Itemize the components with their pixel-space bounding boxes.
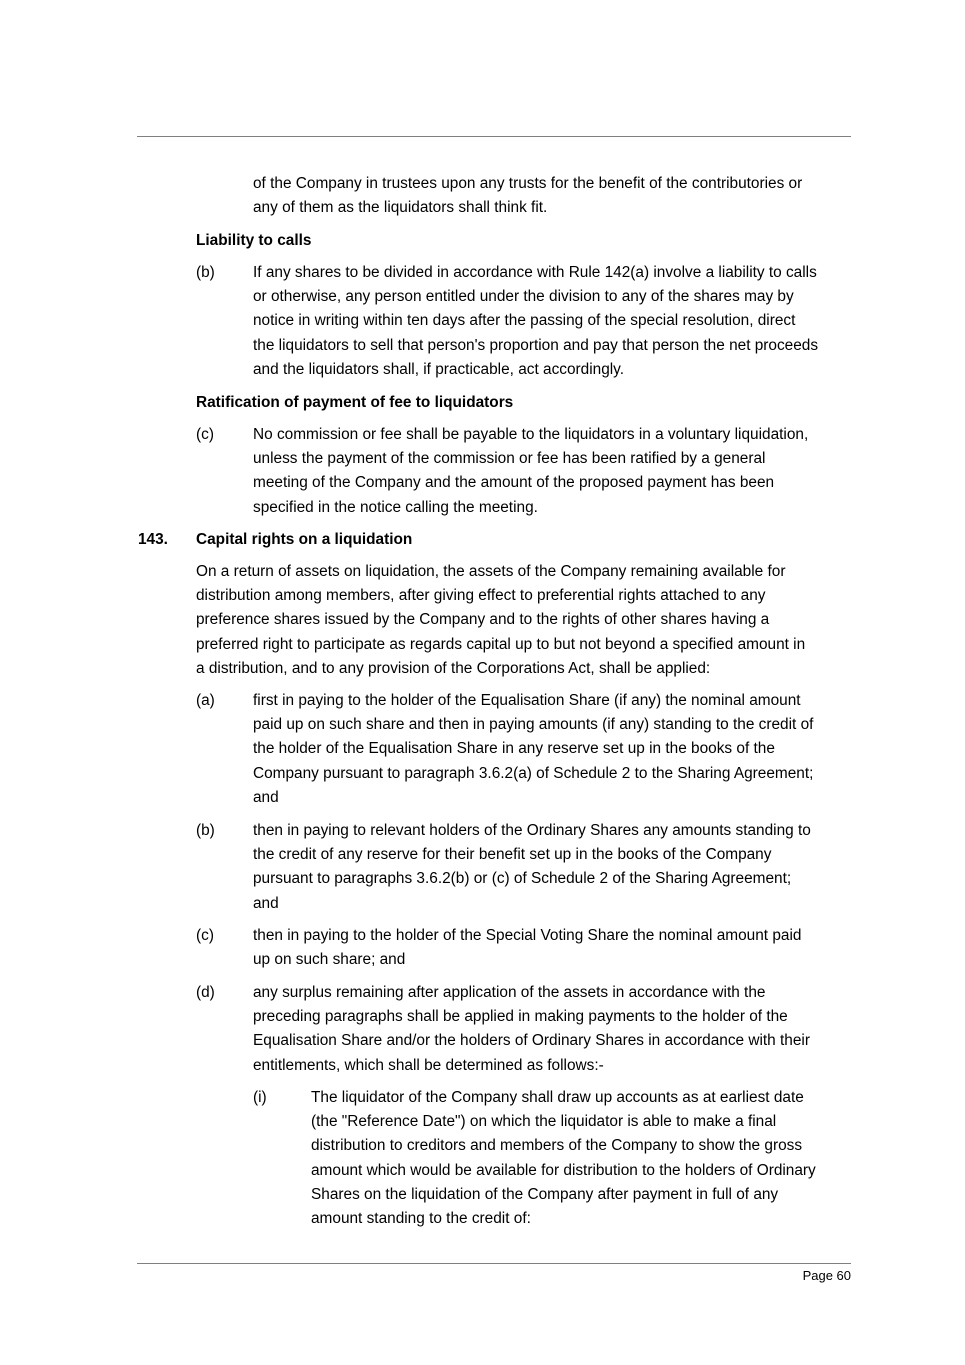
- rule-number-143: 143.: [138, 531, 168, 548]
- subitem-label-i: (i): [253, 1089, 267, 1106]
- text-line: The liquidator of the Company shall draw up accounts as at earliest date: [311, 1089, 804, 1106]
- item-b-paragraph: [253, 819, 811, 916]
- item-label-d: (d): [196, 984, 215, 1001]
- text-line: paid up on such share and then in paying amounts (if any) standing to the credit of: [253, 716, 814, 734]
- text-line: a distribution, and to any provision of the Corporations Act, shall be applied:: [196, 659, 711, 677]
- text-line: any of them as the liquidators shall think fit.: [253, 199, 548, 217]
- text-line: up on such share; and: [253, 951, 406, 969]
- heading-liability-to-calls: Liability to calls: [196, 232, 312, 249]
- clause-label-c: (c): [196, 426, 214, 443]
- continuation-paragraph: [253, 172, 802, 220]
- item-c-paragraph: [253, 924, 801, 972]
- item-label-b: (b): [196, 822, 215, 839]
- text-line: then in paying to the holder of the Special Voting Share the nominal amount paid: [253, 927, 802, 944]
- header-rule: [137, 136, 851, 137]
- heading-ratification: Ratification of payment of fee to liquidators: [196, 394, 514, 411]
- item-label-a: (a): [196, 692, 215, 709]
- text-line: or otherwise, any person entitled under the division to any of the shares may by: [253, 288, 794, 306]
- item-label-c: (c): [196, 927, 214, 944]
- text-line: distribution to creditors and members of the Company to show the gross: [311, 1137, 803, 1155]
- item-d-paragraph: [253, 981, 810, 1078]
- text-line: the holder of the Equalisation Share in any reserve set up in the books of the: [253, 740, 775, 758]
- text-line: Equalisation Share and/or the holders of Ordinary Shares in accordance with their: [253, 1032, 810, 1050]
- text-line: then in paying to relevant holders of the Ordinary Shares any amounts standing to: [253, 822, 811, 839]
- text-line: the credit of any reserve for their benefit set up in the books of the Company: [253, 846, 772, 864]
- text-line: preceding paragraphs shall be applied in making payments to the holder of the: [253, 1008, 788, 1026]
- text-line: and: [253, 894, 279, 912]
- text-line: and the liquidators shall, if practicable, act accordingly.: [253, 360, 624, 378]
- text-line: specified in the notice calling the meeting.: [253, 498, 538, 516]
- page-number: Page 60: [802, 1268, 851, 1283]
- text-line: Shares on the liquidation of the Company after payment in full of any: [311, 1185, 779, 1203]
- text-line: No commission or fee shall be payable to the liquidators in a voluntary liquidation,: [253, 426, 809, 443]
- text-line: and: [253, 788, 279, 806]
- text-line: the liquidators to sell that person's proportion and pay that person the net proceeds: [253, 336, 819, 354]
- rule-143-intro: [196, 560, 805, 681]
- text-line: of the Company in trustees upon any trusts for the benefit of the contributories or: [253, 175, 803, 192]
- clause-label-b: (b): [196, 264, 215, 281]
- subitem-i-paragraph: [311, 1086, 816, 1231]
- heading-capital-rights: Capital rights on a liquidation: [196, 531, 413, 548]
- text-line: entitlements, which shall be determined as follows:-: [253, 1056, 604, 1074]
- text-line: (the "Reference Date") on which the liquidator is able to make a final: [311, 1113, 777, 1131]
- text-line: amount standing to the credit of:: [311, 1210, 531, 1228]
- text-line: distribution among members, after giving effect to preferential rights attached to any: [196, 587, 766, 605]
- clause-c-paragraph: [253, 423, 808, 520]
- text-line: preferred right to participate as regards capital up to but not beyond a specified amount in: [196, 635, 806, 653]
- text-line: preference shares issued by the Company and to the rights of other shares having a: [196, 611, 770, 629]
- text-line: amount which would be available for distribution to the holders of Ordinary: [311, 1161, 816, 1179]
- text-line: If any shares to be divided in accordance with Rule 142(a) involve a liability to calls: [253, 264, 817, 281]
- clause-b-paragraph: [253, 261, 818, 382]
- item-a-paragraph: [253, 689, 813, 810]
- text-line: meeting of the Company and the amount of the proposed payment has been: [253, 474, 775, 492]
- text-line: On a return of assets on liquidation, the assets of the Company remaining available for: [196, 563, 786, 580]
- text-line: any surplus remaining after application of the assets in accordance with the: [253, 984, 766, 1001]
- text-line: first in paying to the holder of the Equalisation Share (if any) the nominal amount: [253, 692, 801, 709]
- footer-rule: [137, 1263, 851, 1264]
- text-line: notice in writing within ten days after the passing of the special resolution, direct: [253, 312, 796, 330]
- text-line: unless the payment of the commission or fee has been ratified by a general: [253, 450, 766, 468]
- text-line: pursuant to paragraphs 3.6.2(b) or (c) of Schedule 2 of the Sharing Agreement;: [253, 870, 792, 888]
- text-line: Company pursuant to paragraph 3.6.2(a) of Schedule 2 to the Sharing Agreement;: [253, 764, 814, 782]
